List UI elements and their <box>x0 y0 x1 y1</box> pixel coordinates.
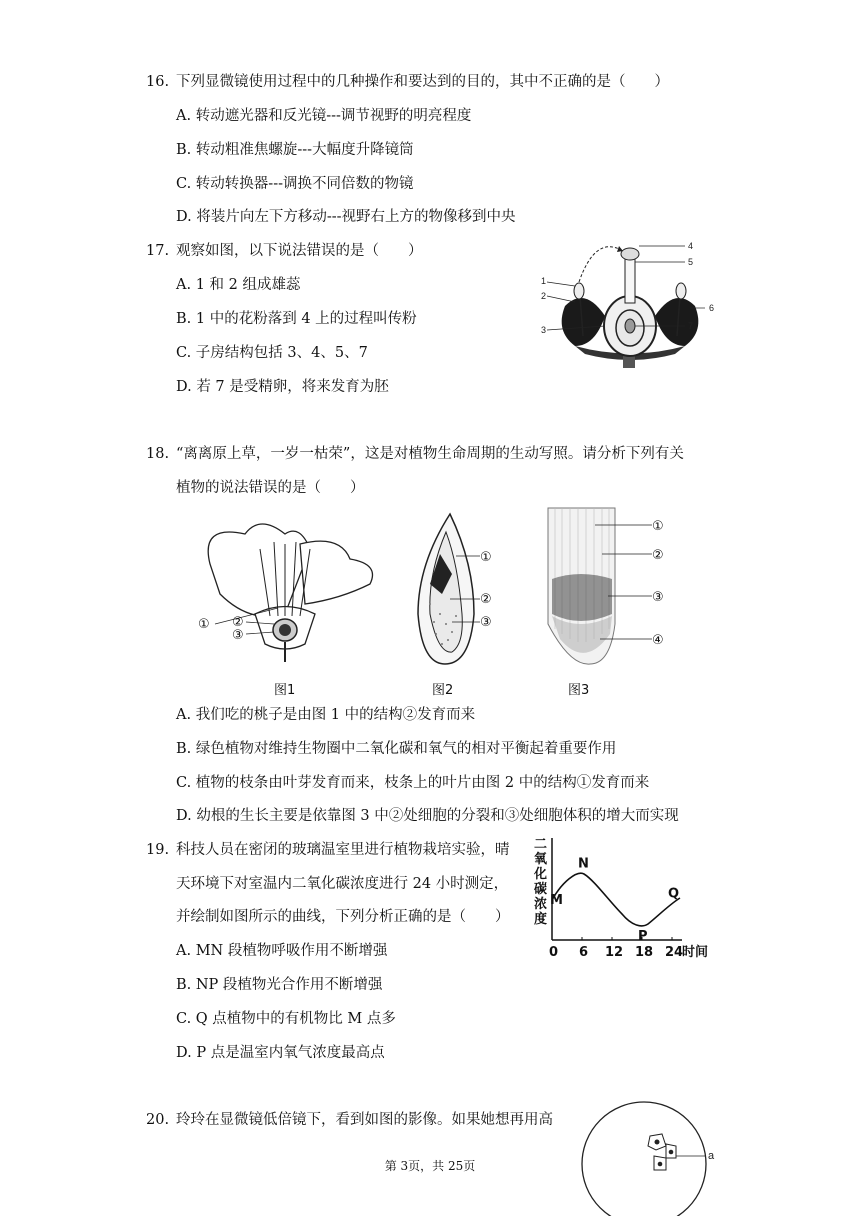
q17-label-4: 4 <box>688 241 694 251</box>
chart-x-tick-label: 24 <box>665 945 684 960</box>
q16-option-c: C. 转动转换器---调换不同倍数的物镜 <box>176 176 414 192</box>
q16-number: 16. <box>146 74 170 90</box>
fig3-caption: 图3 <box>568 683 590 698</box>
fig2-label-2: ② <box>480 592 492 607</box>
chart-ylabel-char: 二 <box>534 837 548 852</box>
chart-point-label-p: P <box>638 928 648 944</box>
fig1-caption: 图1 <box>274 683 296 698</box>
fig3-label-3: ③ <box>652 590 664 605</box>
q16-option-b: B. 转动粗准焦螺旋---大幅度升降镜筒 <box>176 142 414 158</box>
q18-option-d: D. 幼根的生长主要是依靠图 3 中②处细胞的分裂和③处细胞体积的增大而实现 <box>176 808 679 824</box>
page-footer: 第 3页，共 25页 <box>384 1159 476 1173</box>
fig1-label-1: ① <box>198 617 210 632</box>
fig1-label-3: ③ <box>232 628 244 643</box>
fig1-label-2: ② <box>232 615 244 630</box>
q19-option-b: B. NP 段植物光合作用不断增强 <box>176 977 383 993</box>
chart-xlabel: 时间 <box>682 945 709 960</box>
q18-number: 18. <box>146 446 170 462</box>
q18-option-b: B. 绿色植物对维持生物圈中二氧化碳和氧气的相对平衡起着重要作用 <box>176 741 617 757</box>
q20-label-a: a <box>708 1150 715 1162</box>
fig2-caption: 图2 <box>432 683 454 698</box>
q17-label-5: 5 <box>688 257 694 267</box>
q16-option-a: A. 转动遮光器和反光镜---调节视野的明亮程度 <box>176 108 472 124</box>
q19-stem-line2: 天环境下对室温内二氧化碳浓度进行 24 小时测定， <box>176 876 509 892</box>
q18-stem-line2: 植物的说法错误的是（ ） <box>176 480 365 496</box>
fig3-root-tip <box>548 508 652 664</box>
q16-option-d: D. 将装片向左下方移动---视野右上方的物像移到中央 <box>176 209 516 225</box>
q17-label-7: 7 <box>688 321 694 331</box>
q18-stem-line1: “离离原上草，一岁一枯荣”，这是对植物生命周期的生动写照。请分析下列有关 <box>176 446 684 462</box>
chart-x-tick-label: 18 <box>635 945 654 960</box>
chart-curve <box>552 873 680 926</box>
q17-label-2: 2 <box>541 291 547 301</box>
q19-number: 19. <box>146 842 170 858</box>
q19-option-c: C. Q 点植物中的有机物比 M 点多 <box>176 1011 396 1027</box>
chart-x-tick-label: 12 <box>605 945 624 960</box>
q20-stem: 玲玲在显微镜低倍镜下，看到如图的影像。如果她想再用高 <box>176 1112 553 1128</box>
chart-ylabel <box>533 837 548 927</box>
chart-ylabel-char: 氧 <box>534 852 548 867</box>
q16-stem: 下列显微镜使用过程中的几种操作和要达到的目的，其中不正确的是（ ） <box>176 74 669 90</box>
q19-stem-line1: 科技人员在密闭的玻璃温室里进行植物栽培实验，晴 <box>176 842 510 858</box>
chart-ylabel-char: 浓 <box>534 897 548 912</box>
fig3-label-1: ① <box>652 519 664 534</box>
chart-point-label-m: M <box>550 893 563 908</box>
chart-x-tick-label: 6 <box>579 945 589 960</box>
fig2-label-3: ③ <box>480 615 492 630</box>
fig3-label-2: ② <box>652 548 664 563</box>
fig2-label-1: ① <box>480 550 492 565</box>
chart-point-label-n: N <box>578 856 589 872</box>
q17-stem: 观察如图，以下说法错误的是（ ） <box>176 243 423 259</box>
q19-option-d: D. P 点是温室内氧气浓度最高点 <box>176 1045 385 1061</box>
q17-label-6: 6 <box>709 303 715 313</box>
q18-figures <box>190 504 710 700</box>
chart-point-label-q: Q <box>668 886 680 902</box>
q20-number: 20. <box>146 1112 170 1128</box>
chart-ylabel-char: 碳 <box>534 882 548 897</box>
q17-option-a: A. 1 和 2 组成雄蕊 <box>176 277 301 293</box>
q17-label-1: 1 <box>541 276 547 286</box>
q17-option-c: C. 子房结构包括 3、4、5、7 <box>176 345 368 361</box>
q17-number: 17. <box>146 243 170 259</box>
chart-point-labels <box>550 856 679 944</box>
fig3-label-4: ④ <box>652 633 664 648</box>
q17-option-b: B. 1 中的花粉落到 4 上的过程叫传粉 <box>176 311 417 327</box>
fig2-seed <box>418 514 480 664</box>
chart-ylabel-char: 度 <box>534 912 548 927</box>
q19-option-a: A. MN 段植物呼吸作用不断增强 <box>176 943 388 959</box>
q17-label-3: 3 <box>541 325 547 335</box>
chart-x-tick-label: 0 <box>549 945 559 960</box>
q17-flower-figure <box>535 236 725 370</box>
q17-option-d: D. 若 7 是受精卵，将来发育为胚 <box>176 379 389 395</box>
q18-option-a: A. 我们吃的桃子是由图 1 中的结构②发育而来 <box>176 707 476 723</box>
q19-stem-line3: 并绘制如图所示的曲线，下列分析正确的是（ ） <box>176 909 510 925</box>
co2-chart <box>532 832 712 962</box>
q18-option-c: C. 植物的枝条由叶芽发育而来，枝条上的叶片由图 2 中的结构①发育而来 <box>176 775 650 791</box>
chart-ylabel-char: 化 <box>534 867 548 882</box>
